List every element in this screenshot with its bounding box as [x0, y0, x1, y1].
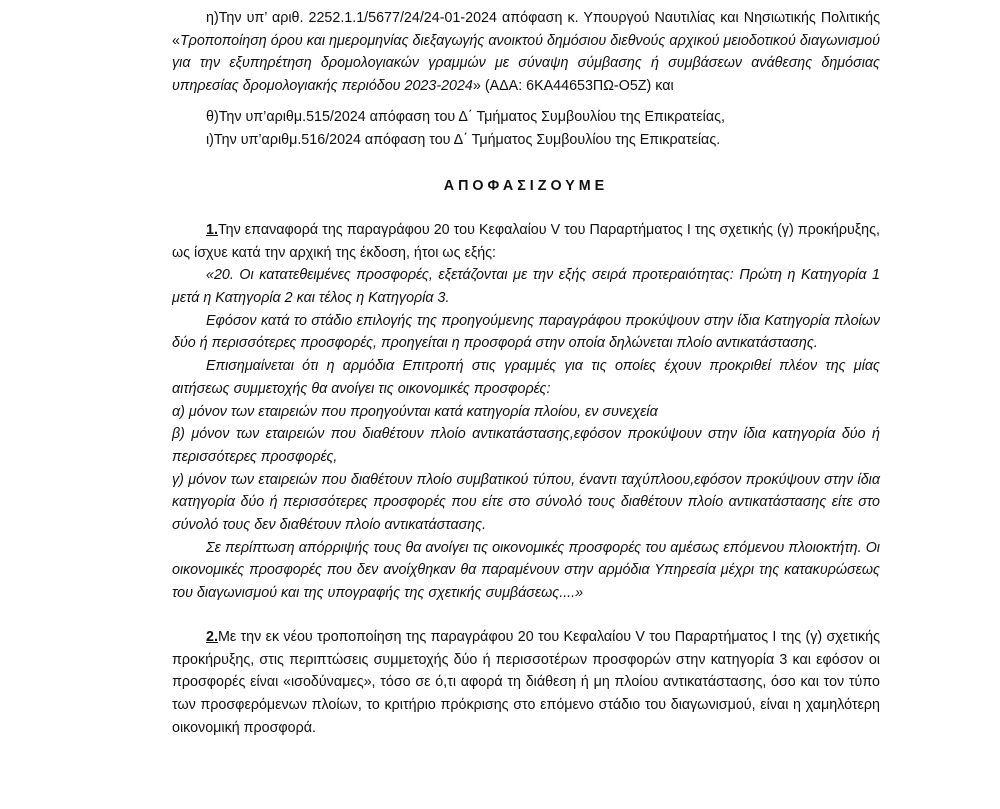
- document-page: [172, 7, 880, 739]
- paragraph-eta: [172, 7, 880, 98]
- point-2-text: Με την εκ νέου τροποποίηση της παραγράφου 20 του Κεφαλαίου V του Παραρτήματος Ι της (γ) σχετικής προκήρυξης, στις περιπτώσεις συμμετοχής δύο ή περισσοτέρων προσφορών στην κατηγορία 3 και εφόσον οι προσφορές είναι «ισοδύναμες», τόσο σε ό,τι αφορά τη διάθεση ή μη πλοίου αντικατάστασης, όσο και τον τύπο των προσφερόμενων πλοίων, το κριτήριο πρόκρισης στο επόμενο στάδιο του διαγωνισμού, είναι η χαμηλότερη οικονομική προσφορά.: [172, 628, 880, 736]
- paragraph-eta-title: Τροποποίηση όρου και ημερομηνίας διεξαγωγής ανοικτού δημόσιου διεθνούς αρχικού μειοδοτικού διαγωνισμού για την εξυπηρέτηση δρομολογιακών γραμμών με σύναψη σύμβασης ή συμβάσεων ανάθεσης δημόσιας υπηρεσίας δρομολογιακής περιόδου 2023-2024: [172, 32, 880, 95]
- paragraph-eta-prefix: η)Την υπ’ αριθ. 2252.1.1/5677/24/24-01-2024 απόφαση κ. Υπουργού Ναυτιλίας και Νησιωτικής Πολιτικής «: [172, 10, 880, 49]
- quote-paragraph-1: «20. Οι κατατεθειμένες προσφορές, εξετάζονται με την εξής σειρά προτεραιότητας: Πρώτη η Κατηγορία 1 μετά η Κατηγορία 2 και τέλος η Κατηγορία 3.: [172, 267, 880, 307]
- point-2-number: 2.: [206, 628, 218, 645]
- quote-item-b: β) μόνον των εταιρειών που διαθέτουν πλοίο αντικατάστασης,εφόσον προκύψουν στην ίδια κατηγορία δύο ή περισσότερες προσφορές,: [172, 426, 880, 465]
- point-1: [172, 219, 880, 264]
- point-1-text: Την επαναφορά της παραγράφου 20 του Κεφαλαίου V του Παραρτήματος Ι της σχετικής (γ) προκήρυξης, ως ίσχυε κατά την αρχική της έκδοση, ήτοι ως εξής:: [172, 221, 880, 261]
- decision-heading: ΑΠΟΦΑΣΙΖΟΥΜΕ: [443, 178, 609, 195]
- quote-paragraph-2: Εφόσον κατά το στάδιο επιλογής της προηγούμενης παραγράφου προκύψουν στην ίδια Κατηγορία πλοίων δύο ή περισσότερες προσφορές, προηγείται η προσφορά στην οποία δηλώνεται πλοίο αντικατάστασης.: [172, 312, 880, 352]
- paragraph-theta: θ)Την υπ’αριθμ.515/2024 απόφαση του Δ΄ Τμήματος Συμβουλίου της Επικρατείας,: [206, 108, 725, 125]
- quote-paragraph-4: Σε περίπτωση απόρριψής τους θα ανοίγει τις οικονομικές προσφορές του αμέσως επόμενου πλοιοκτήτη. Οι οικονομικές προσφορές που δεν ανοίχθηκαν θα παραμένουν στην αρμόδια Υπηρεσία μέχρι της κατακυρώσεως του διαγωνισμού και της υπογραφής της σχετικής συμβάσεως....»: [172, 539, 880, 602]
- quote-item-c: γ) μόνον των εταιρειών που διαθέτουν πλοίο συμβατικού τύπου, έναντι ταχύπλοου,εφόσον προκύψουν στην ίδια κατηγορία δύο ή περισσότερες προσφορές που είτε στο σύνολό τους διαθέτουν πλοίο αντικατάστασης είτε στο σύνολό τους δεν διαθέτουν πλοίο αντικατάστασης.: [172, 471, 880, 534]
- quote-paragraph-3: Επισημαίνεται ότι η αρμόδια Επιτροπή στις γραμμές για τις οποίες έχουν προκριθεί πλέον της μίας αιτήσεως συμμετοχής θα ανοίγει τις οικονομικές προσφορές:: [172, 358, 880, 397]
- point-2: [172, 626, 880, 740]
- point-1-number: 1.: [206, 221, 218, 238]
- quote-item-a: α) μόνον των εταιρειών που προηγούνται κατά κατηγορία πλοίου, εν συνεχεία: [172, 403, 658, 420]
- paragraph-eta-suffix: » (ΑΔΑ: 6ΚΑ44653ΠΩ-Ο5Ζ) και: [472, 78, 674, 95]
- paragraph-iota: ι)Την υπ’αριθμ.516/2024 απόφαση του Δ΄ Τμήματος Συμβουλίου της Επικρατείας.: [206, 131, 721, 148]
